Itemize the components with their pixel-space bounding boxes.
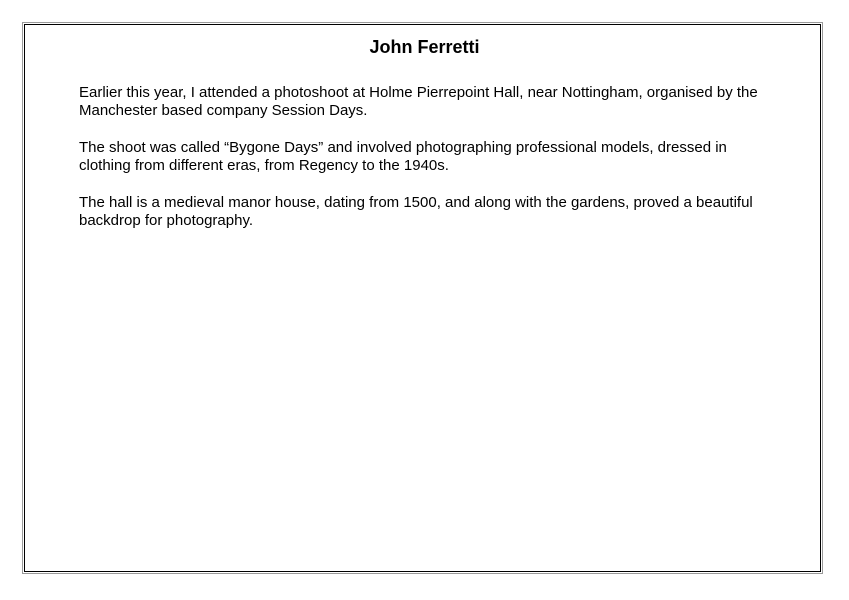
paragraph-hall: The hall is a medieval manor house, dating from 1500, and along with the gardens, proved a beautiful backdrop for photography.: [79, 194, 753, 229]
document-title: John Ferretti: [369, 37, 480, 57]
paragraph-shoot: The shoot was called “Bygone Days” and involved photographing professional models, dressed in clothing from different eras, from Regency to the 1940s.: [79, 139, 727, 174]
document-body: [79, 84, 779, 249]
paragraph-intro: Earlier this year, I attended a photoshoot at Holme Pierrepoint Hall, near Nottingham, organised by the Manchester based company Session Days.: [79, 84, 758, 119]
